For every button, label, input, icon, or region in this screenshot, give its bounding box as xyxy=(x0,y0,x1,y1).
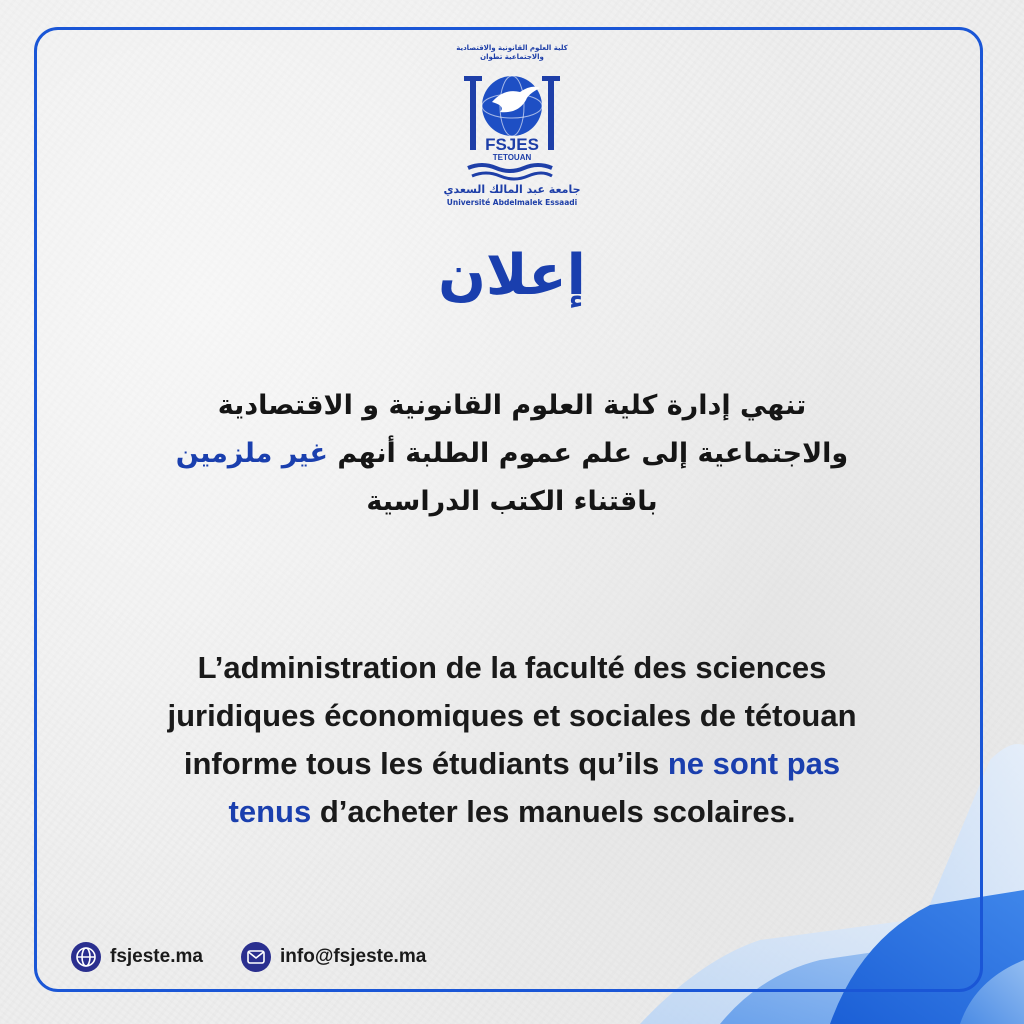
french-line-4 xyxy=(92,788,932,836)
emblem-subtext: TETOUAN xyxy=(492,153,532,162)
french-line-3 xyxy=(92,740,932,788)
logo-university-arabic: جامعة عبد المالك السعدي xyxy=(443,183,581,196)
email-contact[interactable] xyxy=(240,940,426,974)
arabic-line-1: تنهي إدارة كلية العلوم القانونية و الاقتصادية xyxy=(217,390,807,421)
website-link[interactable]: fsjeste.ma xyxy=(110,946,203,967)
french-line-3-text: informe tous les étudiants qu’ils xyxy=(183,746,660,781)
french-line-1: L’administration de la faculté des sciences xyxy=(197,650,827,685)
email-link[interactable]: info@fsjeste.ma xyxy=(280,946,427,967)
french-line-2: juridiques économiques et sociales de tétouan xyxy=(167,698,857,733)
arabic-highlight: غير ملزمين xyxy=(175,438,328,469)
arabic-announcement xyxy=(112,382,912,526)
website-contact[interactable] xyxy=(70,940,203,974)
french-highlight-2: tenus xyxy=(228,794,312,829)
logo-university-french: Université Abdelmalek Essaadi xyxy=(446,198,578,207)
mail-icon xyxy=(240,941,272,973)
emblem-text: FSJES xyxy=(485,135,539,154)
arabic-line-2-text: والاجتماعية إلى علم عموم الطلبة أنهم xyxy=(337,438,849,469)
french-line-4-text: d’acheter les manuels scolaires. xyxy=(319,794,796,829)
arabic-line-2 xyxy=(112,430,912,478)
arabic-line-3: باقتناء الكتب الدراسية xyxy=(366,486,658,517)
globe-icon xyxy=(70,941,102,973)
announcement-title: إعلان xyxy=(438,243,586,308)
logo-faculty-name: كلية العلوم القانونية والاقتصادية والاجتماعية تطوان xyxy=(456,44,568,61)
french-announcement xyxy=(92,644,932,836)
french-highlight-1: ne sont pas xyxy=(667,746,841,781)
